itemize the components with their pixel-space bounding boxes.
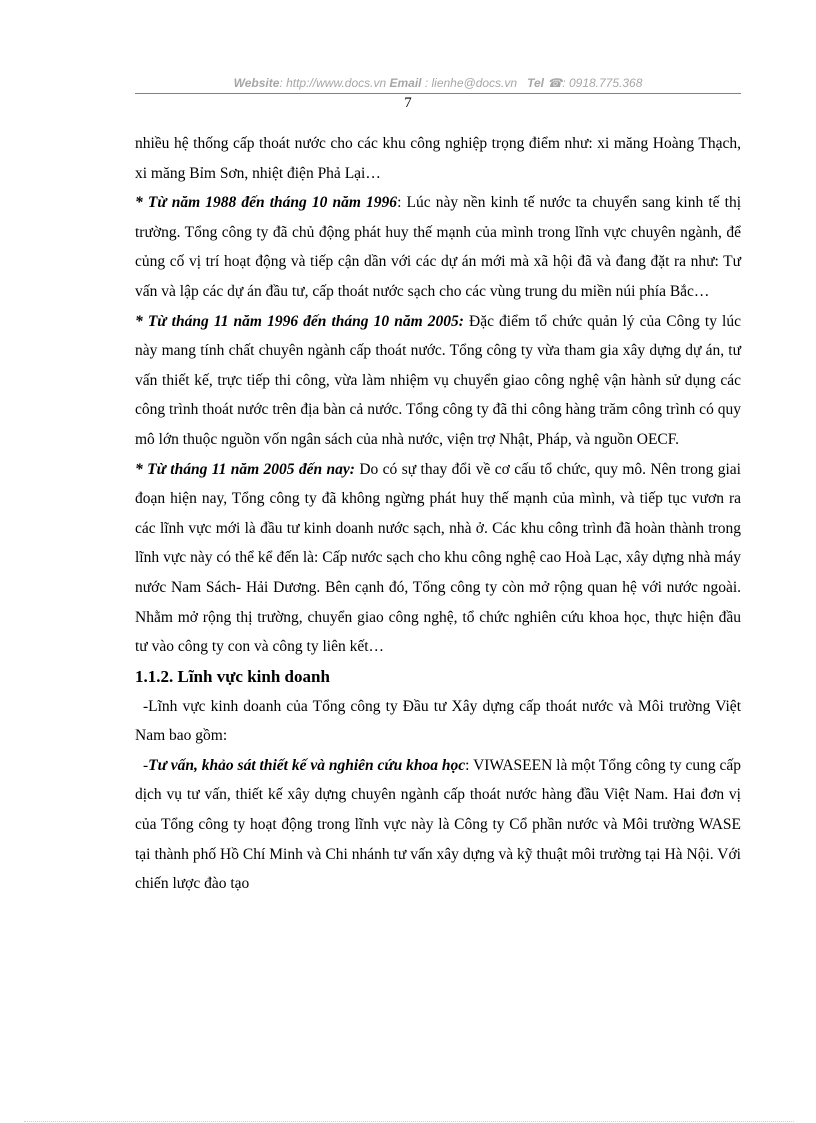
header-divider [135, 93, 741, 94]
paragraph-3 [135, 307, 741, 455]
paragraph-6 [135, 751, 741, 899]
paragraph-2-lead: * Từ năm 1988 đến tháng 10 năm 1996 [135, 194, 398, 212]
phone-icon: ☎ [547, 76, 563, 90]
paragraph-4 [135, 455, 741, 662]
paragraph-4-lead: * Từ tháng 11 năm 2005 đến nay: [135, 460, 355, 478]
website-label: Website [233, 76, 280, 90]
website-value: : http://www.docs.vn [279, 76, 387, 90]
paragraph-6-prefix: - [143, 756, 149, 774]
paragraph-3-text: Đặc điểm tổ chức quản lý của Công ty lúc này mang tính chất chuyên ngành cấp thoát nước. Tổng công ty vừa tham gia xây dựng dự án, tư vấn thiết kế, trực tiếp thi công, vừa làm nhiệm vụ chuyển giao công nghệ vận hành sử dụng các công trình thoát nước trên địa bàn cả nước. Tổng công ty đã thi công hàng trăm công trình có quy mô lớn thuộc nguồn vốn ngân sách của nhà nước, viện trợ Nhật, Pháp, và nguồn OECF. [135, 312, 741, 448]
page-header [135, 76, 741, 90]
paragraph-4-text: Do có sự thay đổi về cơ cấu tổ chức, quy mô. Nên trong giai đoạn hiện nay, Tổng công ty đã không ngừng phát huy thế mạnh của mình, và tiếp tục vươn ra các lĩnh vực mới là đầu tư kinh doanh nước sạch, nhà ở. Các khu công trình đã hoàn thành trong lĩnh vực này có thể kể đến là: Cấp nước sạch cho khu công nghệ cao Hoà Lạc, xây dựng nhà máy nước Nam Sách- Hải Dương. Bên cạnh đó, Tổng công ty còn mở rộng quan hệ với nước ngoài. Nhằm mở rộng thị trường, chuyển giao công nghệ, tổ chức nghiên cứu khoa học, thực hiện đầu tư vào công ty con và công ty liên kết… [135, 460, 741, 656]
paragraph-6-lead: Tư vấn, khảo sát thiết kế và nghiên cứu khoa học [148, 756, 466, 774]
paragraph-2 [135, 188, 741, 306]
tel-label: Tel [527, 76, 544, 90]
paragraph-3-lead: * Từ tháng 11 năm 1996 đến tháng 10 năm 2005: [135, 312, 464, 330]
paragraph-6-text: : VIWASEEN là một Tổng công ty cung cấp dịch vụ tư vấn, thiết kế xây dựng chuyên ngành cấp thoát nước hàng đầu Việt Nam. Hai đơn vị của Tổng công ty hoạt động trong lĩnh vực này là Công ty Cổ phần nước và Môi trường WASE tại thành phố Hồ Chí Minh và Chi nhánh tư vấn xây dựng và kỹ thuật môi trường tại Hà Nội. Với chiến lược đào tạo [135, 756, 741, 893]
paragraph-5: -Lĩnh vực kinh doanh của Tổng công ty Đầu tư Xây dựng cấp thoát nước và Môi trường Việt Nam bao gồm: [135, 697, 741, 745]
section-heading: 1.1.2. Lĩnh vực kinh doanh [135, 666, 330, 686]
email-value: : lienhe@docs.vn [421, 76, 518, 90]
paragraph-2-text: : Lúc này nền kinh tế nước ta chuyển sang kinh tế thị trường. Tổng công ty đã chủ động phát huy thế mạnh của mình trong lĩnh vực chuyên ngành, để củng cố vị trí hoạt động và tiếp cận dần với các dự án mới mà xã hội đã và đang đặt ra như: Tư vấn và lập các dự án đầu tư, cấp thoát nước sạch cho các vùng trung du miền núi phía Bắc… [135, 194, 741, 300]
tel-value: : 0918.775.368 [562, 76, 643, 90]
document-body [135, 129, 741, 899]
email-label: Email [389, 76, 422, 90]
page-bottom-border [24, 1121, 794, 1122]
page-number: 7 [404, 95, 412, 111]
paragraph-1: nhiều hệ thống cấp thoát nước cho các khu công nghiệp trọng điểm như: xi măng Hoàng Thạch, xi măng Bỉm Sơn, nhiệt điện Phả Lại… [135, 135, 741, 182]
